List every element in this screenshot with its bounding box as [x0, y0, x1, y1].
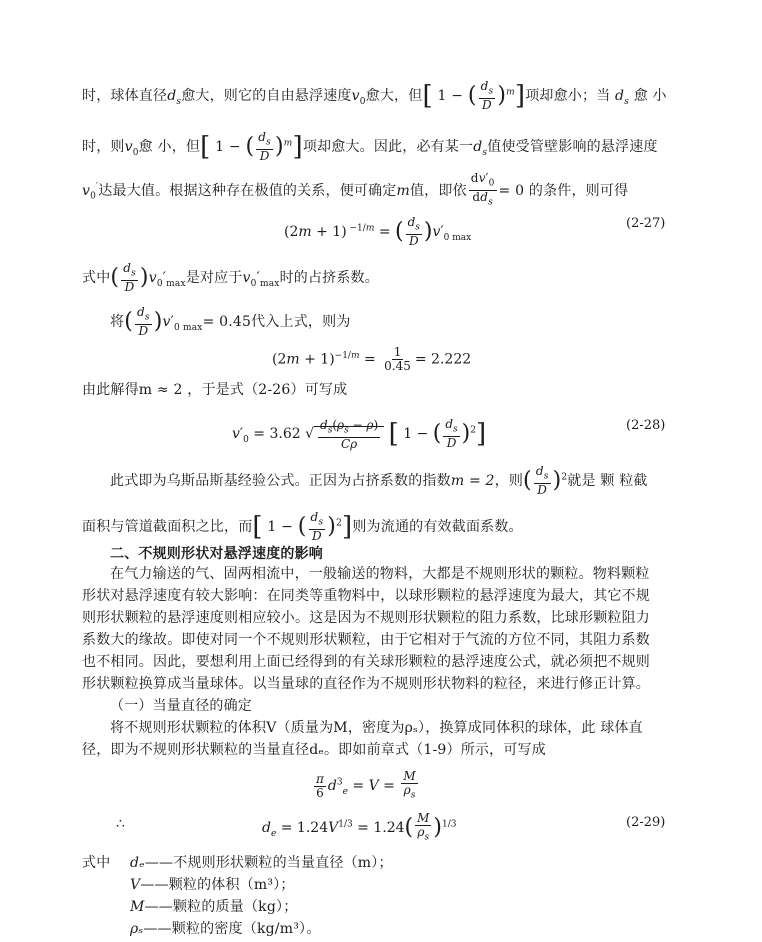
body-line: 也不相同。因此，要想利用上面已经得到的有关球形颗粒的悬浮速度公式，就必须把不规则	[82, 654, 650, 670]
text-line: 面积与管道截面积之比，而[ 1 − ( $\frac{d_s}{D}$ )$^2$]则为流通的有效截面系数。	[82, 510, 523, 544]
text-run: 则为流通的有效截面系数。	[352, 519, 523, 536]
text-run: 此式即为乌斯品斯基经验公式。正因为占挤系数的指数	[110, 473, 451, 490]
definition-item	[130, 920, 320, 938]
definition-item	[130, 854, 393, 872]
section-heading: 二、不规则形状对悬浮速度的影响	[110, 546, 323, 562]
body-line: 在气力输送的气、固两相流中，一般输送的物料，大都是不规则形状的颗粒。物料颗粒	[110, 566, 650, 582]
text-run: m = 2	[450, 473, 495, 490]
text-line: 式中( $\frac{d_s}{D}$ )$v_0'_{max}$是对应于$v_0'_{max}$时的占挤系数。	[82, 261, 379, 295]
text-run: 将	[110, 314, 125, 331]
therefore-symbol: ∴	[116, 816, 126, 832]
equation-number: (2-29)	[626, 815, 666, 830]
body-line: 形状颗粒换算成当量球体。以当量球的直径作为不规则形状物料的粒径，来进行修正计算。	[82, 676, 650, 692]
text-run: 式中	[82, 270, 111, 287]
text-run: 值使受管壁影响的悬浮速度	[487, 139, 658, 156]
symbol: V	[130, 877, 141, 893]
text-line: 时，则$v_0$愈 小，但[ 1 − ( $\frac{d_s}{D}$ )$^m$]项却愈大。因此，必有某一$d_s$值使受管壁影响的悬浮速度	[82, 130, 658, 164]
definition-text: ——颗粒的质量（kg）；	[144, 899, 298, 915]
subsection-heading: （一）当量直径的确定	[110, 698, 252, 714]
text-line: 由此解得m ≈ 2 ，于是式（2-26）可写成	[82, 382, 348, 398]
text-run: 就是 颗 粒截	[567, 473, 648, 490]
text-line: $v_0'$达最大值。根据这种存在极值的关系，便可确定m值，即依 $\frac{dv'_0}{dd_s}$ = 0 的条件，则可得	[82, 171, 629, 208]
definition-text: ——颗粒的密度（kg/m³）。	[143, 921, 321, 937]
definition-item	[130, 898, 297, 916]
symbol: M	[130, 899, 145, 915]
equation-number: (2-27)	[626, 216, 666, 231]
symbol: ρₛ	[130, 921, 144, 937]
text-run: 时，球体直径	[82, 88, 168, 105]
equation-volume: $\frac{\pi}{6}$ $d^3_e = V$ = $\frac{M}{\rho_s}$	[316, 769, 416, 801]
text-run: 是对应于	[185, 270, 243, 287]
definition-text: ——不规则形状颗粒的当量直径（m）；	[144, 855, 393, 871]
text-run: 愈大，但	[365, 88, 423, 105]
definition-text: ——颗粒的体积（m³）；	[140, 877, 295, 893]
definition-item	[130, 876, 295, 894]
text-run: 面积与管道截面积之比，而	[82, 519, 253, 536]
equation-number: (2-28)	[626, 418, 666, 433]
text-line: 将( $\frac{d_s}{D}$ )$v'_{0 max}= 0.45$代入上式，则为	[110, 305, 351, 339]
equation-result: $(2m + 1)^{-1/m}$ = $\frac{1}{0.45}$ = 2.222	[272, 345, 472, 373]
text-run: 愈大，则它的自由悬浮速度	[181, 88, 352, 105]
text-run: 时的占挤系数。	[279, 270, 379, 287]
body-line: 径，即为不规则形状颗粒的当量直径dₑ。即如前章式（1-9）所示，可写成	[82, 742, 546, 758]
text-run: 时，则	[82, 139, 125, 156]
text-line: 时，球体直径$d_s$愈大，则它的自由悬浮速度$v_0$愈大，但[ 1 − ( $\frac{d_s}{D}$ )$^m$]项却愈小；当 $d_s$ 愈 小	[82, 79, 667, 113]
equation-2-29: $d_e = 1.24V^{1/3} = 1.24$( $\frac{M}{\rho_s}$ )$^{1/3}$	[262, 811, 457, 843]
text-run: 项却愈大。因此，必有某一	[302, 139, 474, 156]
body-line: 则形状颗粒的悬浮速度则相应较小。这是因为不规则形状颗粒的阻力系数，比球形颗粒阻力	[82, 610, 650, 626]
text-run: = 0.45代入上式，则为	[202, 314, 351, 331]
text-run: 愈 小	[633, 88, 667, 105]
text-run: 达最大值。根据这种存在极值的关系，便可确定	[98, 182, 397, 199]
text-line: 此式即为乌斯品斯基经验公式。正因为占挤系数的指数m = 2，则( $\frac{d_s}{D}$ )$^2$就是 颗 粒截	[110, 464, 648, 498]
text-run: ，则	[494, 473, 524, 490]
text-run: = 2.222	[414, 351, 472, 368]
symbol: dₑ	[130, 855, 145, 871]
equation-2-27: (2m + 1) $^{-1/m}$ = ( $\frac{d_s}{D}$ )$v'_{0 max}$	[284, 215, 472, 249]
equation-2-28: $v'_0 = 3.62$ √ $\frac{d_s(\rho_s - \rho)}{C\rho}$ [ 1 − ( $\frac{d_s}{D}$ )$^2$]	[232, 417, 487, 451]
definitions-lead: 式中	[82, 855, 111, 871]
text-run: 值，即依	[409, 182, 467, 199]
body-line: 形状对悬浮速度有较大影响：在同类等重物料中，以球形颗粒的悬浮速度为最大，其它不规	[82, 588, 650, 604]
body-line: 系数大的缘故。即使对同一个不规则形状颗粒，由于它相对于气流的方位不同，其阻力系数	[82, 632, 650, 648]
body-line: 将不规则形状颗粒的体积V（质量为M，密度为ρₛ），换算成同体积的球体，此 球体直	[110, 720, 643, 736]
text-run: = 0 的条件，则可得	[498, 182, 629, 199]
text-run: 项却愈小；当	[525, 88, 611, 105]
text-run: 愈 小，但	[138, 139, 201, 156]
